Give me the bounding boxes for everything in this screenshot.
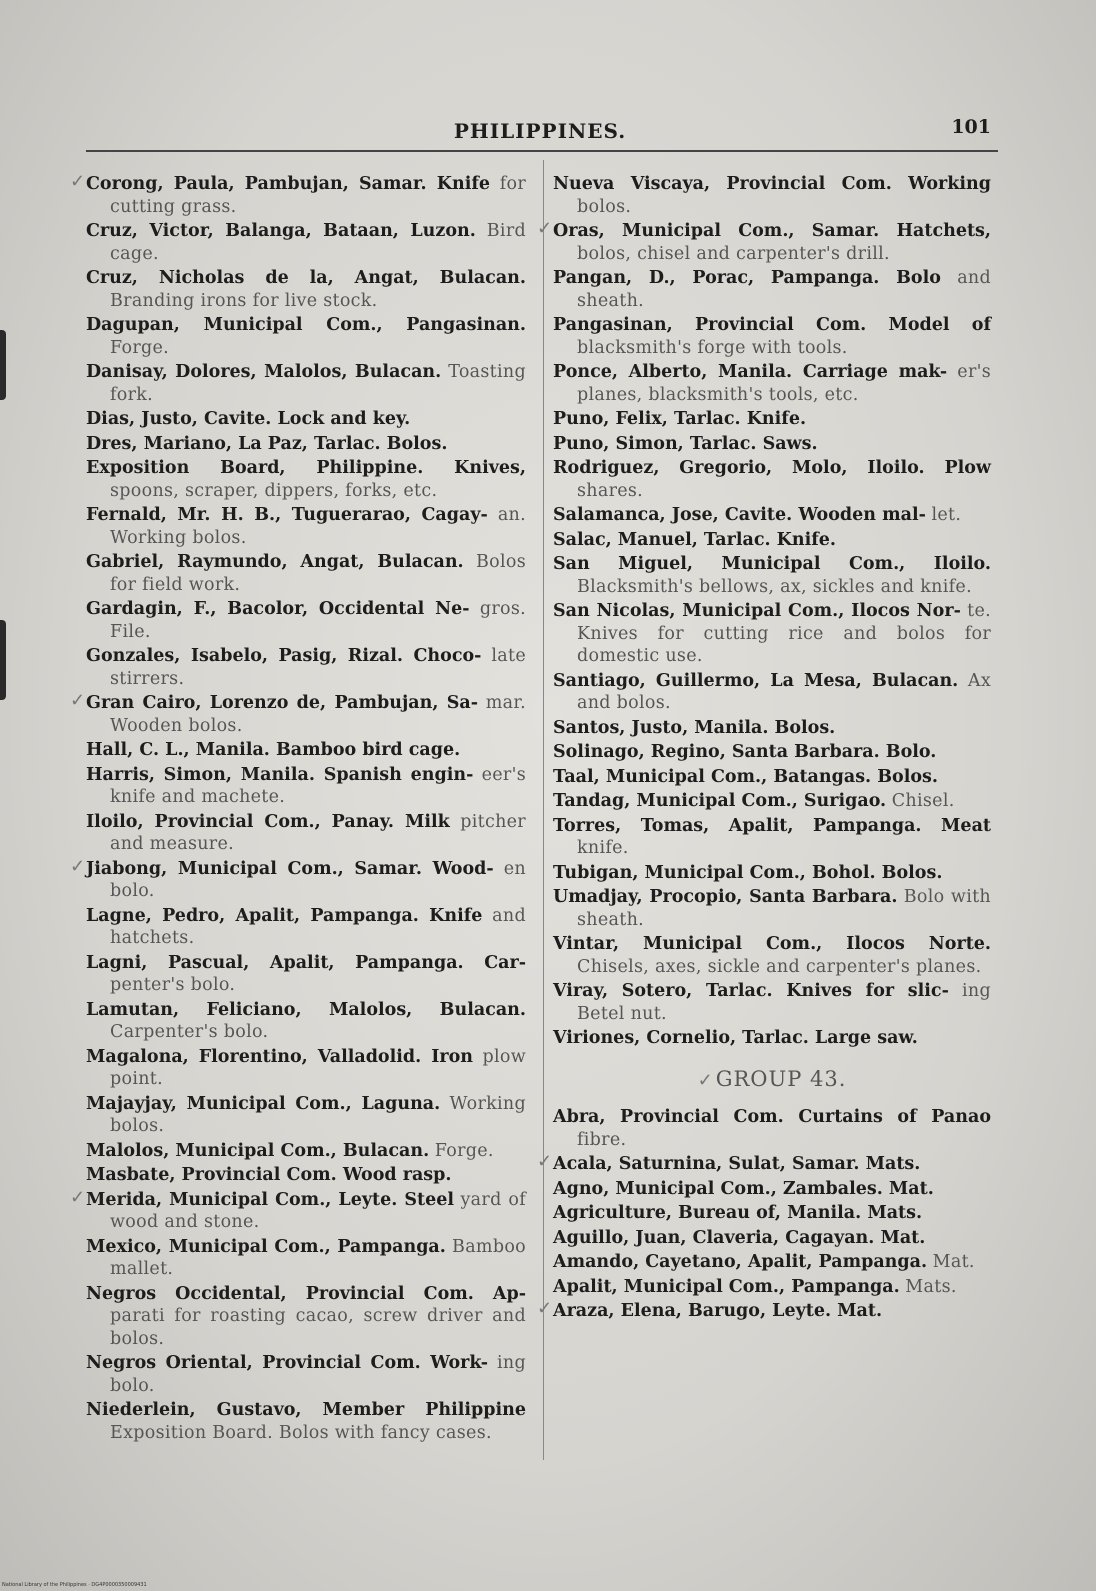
- list-item: [553, 1276, 991, 1299]
- list-item: [553, 1106, 991, 1151]
- list-item: [553, 457, 991, 502]
- entry-description: eer's knife and machete.: [110, 764, 526, 807]
- list-item: [537, 1151, 991, 1176]
- entry-exhibitor: Acala, Saturnina, Sulat, Samar. Mats.: [553, 1154, 921, 1174]
- entry-exhibitor: Cruz, Victor, Balanga, Bataan, Luzon.: [86, 221, 476, 241]
- list-item: [86, 551, 526, 596]
- entry-exhibitor: Viray, Sotero, Tarlac. Knives for slic-: [553, 981, 949, 1001]
- list-item: [537, 218, 991, 265]
- binding-shadow: [0, 620, 6, 700]
- list-item: [553, 408, 991, 431]
- entry-exhibitor: Malolos, Municipal Com., Bulacan.: [86, 1140, 430, 1161]
- entry-exhibitor: Solinago, Regino, Santa Barbara. Bolo.: [553, 742, 937, 762]
- list-item: [553, 1251, 991, 1274]
- entry-exhibitor: Harris, Simon, Manila. Spanish engin-: [86, 764, 474, 785]
- entry-exhibitor: Fernald, Mr. H. B., Tuguerarao, Cagay-: [86, 505, 488, 525]
- entry-exhibitor: Cruz, Nicholas de la, Angat, Bulacan.: [86, 268, 526, 288]
- list-item: [553, 670, 991, 715]
- entry-description: Bolo with sheath.: [577, 887, 991, 930]
- entry-description: penter's bolo.: [110, 975, 236, 995]
- entry-exhibitor: Rodriguez, Gregorio, Molo, Iloilo. Plow: [553, 458, 991, 478]
- list-item: [553, 1027, 991, 1050]
- entry-exhibitor: Tubigan, Municipal Com., Bohol. Bolos.: [553, 862, 943, 883]
- entry-exhibitor: Hall, C. L., Manila. Bamboo bird cage.: [86, 740, 461, 760]
- entry-exhibitor: Negros Occidental, Provincial Com. Ap-: [86, 1283, 526, 1304]
- entry-exhibitor: Salac, Manuel, Tarlac. Knife.: [553, 529, 836, 550]
- entry-description: late stirrers.: [110, 646, 526, 689]
- entry-exhibitor: Lagne, Pedro, Apalit, Pampanga. Knife: [86, 905, 483, 926]
- entry-exhibitor: Agno, Municipal Com., Zambales. Mat.: [553, 1178, 934, 1199]
- checkmark-icon: ✓: [70, 171, 86, 192]
- list-item: [86, 314, 526, 359]
- entry-exhibitor: Puno, Simon, Tarlac. Saws.: [553, 433, 818, 454]
- list-item: [86, 1236, 526, 1281]
- list-item: [86, 433, 526, 456]
- header-rule: [86, 150, 998, 152]
- entry-description: and sheath.: [577, 268, 991, 311]
- entry-description: plow point.: [110, 1046, 526, 1089]
- checkmark-icon: ✓: [70, 1186, 86, 1208]
- entry-exhibitor: Tandag, Municipal Com., Surigao.: [553, 791, 887, 811]
- list-item: [86, 408, 526, 431]
- checkmark-icon: ✓: [70, 690, 86, 711]
- entry-exhibitor: Corong, Paula, Pambujan, Samar. Knife: [86, 174, 491, 194]
- checkmark-icon: ✓: [537, 218, 553, 239]
- group-heading-text: GROUP 43.: [715, 1066, 847, 1091]
- list-item: [86, 1140, 526, 1163]
- list-item: [553, 862, 991, 885]
- list-item: [553, 433, 991, 456]
- entry-exhibitor: Lamutan, Feliciano, Malolos, Bulacan.: [86, 999, 526, 1020]
- list-item: [86, 1283, 526, 1351]
- list-item: [70, 1186, 526, 1234]
- entry-description: let.: [931, 505, 962, 525]
- entry-description: er's planes, blacksmith's tools, etc.: [577, 362, 991, 405]
- list-item: [553, 314, 991, 359]
- entry-description: Working bolos.: [110, 1093, 526, 1136]
- list-item: [553, 766, 991, 789]
- list-item: [86, 504, 526, 549]
- entry-description: pitcher and measure.: [110, 811, 526, 854]
- column-divider: [543, 160, 544, 1460]
- left-column: [70, 171, 526, 1446]
- list-item: [70, 690, 526, 737]
- list-item: [86, 1352, 526, 1397]
- list-item: [86, 1399, 526, 1444]
- list-item: [553, 267, 991, 312]
- entry-exhibitor: Salamanca, Jose, Cavite. Wooden mal-: [553, 505, 926, 525]
- list-item: [553, 886, 991, 931]
- right-column: [537, 173, 991, 1325]
- list-item: [86, 905, 526, 950]
- entry-description: ing bolo.: [110, 1353, 526, 1396]
- entry-description: blacksmith's forge with tools.: [577, 337, 848, 358]
- entry-exhibitor: Gran Cairo, Lorenzo de, Pambujan, Sa-: [86, 693, 478, 713]
- entry-description: knife.: [577, 838, 629, 858]
- entry-description: yard of wood and stone.: [110, 1189, 526, 1232]
- entry-exhibitor: San Nicolas, Municipal Com., Ilocos Nor-: [553, 601, 961, 621]
- entry-exhibitor: Dias, Justo, Cavite. Lock and key.: [86, 409, 411, 429]
- list-item: [86, 645, 526, 690]
- entry-exhibitor: Gardagin, F., Bacolor, Occidental Ne-: [86, 599, 470, 619]
- entry-exhibitor: Dagupan, Municipal Com., Pangasinan.: [86, 315, 526, 335]
- entry-exhibitor: Apalit, Municipal Com., Pampanga.: [553, 1276, 900, 1297]
- entry-description: Bolos for field work.: [110, 552, 526, 595]
- checkmark-icon: ✓: [697, 1069, 714, 1091]
- entry-exhibitor: Abra, Provincial Com. Curtains of Panao: [553, 1107, 991, 1127]
- entry-exhibitor: Gonzales, Isabelo, Pasig, Rizal. Choco-: [86, 646, 482, 666]
- entry-exhibitor: Viriones, Cornelio, Tarlac. Large saw.: [553, 1028, 918, 1048]
- entry-description: shares.: [577, 480, 644, 501]
- entry-description: and hatchets.: [110, 905, 526, 948]
- entry-description: mar. Wooden bolos.: [110, 693, 526, 736]
- checkmark-icon: ✓: [537, 1298, 553, 1319]
- list-item: [553, 815, 991, 860]
- entry-exhibitor: Pangan, D., Porac, Pampanga. Bolo: [553, 268, 941, 288]
- entry-description: an. Working bolos.: [110, 505, 526, 548]
- entry-exhibitor: Iloilo, Provincial Com., Panay. Milk: [86, 811, 450, 832]
- group-entries: [537, 1106, 991, 1323]
- entry-exhibitor: Dres, Mariano, La Paz, Tarlac. Bolos.: [86, 433, 448, 454]
- group-heading: [553, 1068, 991, 1093]
- entry-description: Carpenter's bolo.: [110, 1022, 269, 1042]
- list-item: [553, 933, 991, 978]
- list-item: [86, 999, 526, 1044]
- entry-exhibitor: Pangasinan, Provincial Com. Model of: [553, 315, 991, 335]
- entry-exhibitor: Danisay, Dolores, Malolos, Bulacan.: [86, 362, 442, 382]
- entry-exhibitor: Negros Oriental, Provincial Com. Work-: [86, 1353, 489, 1373]
- entry-description: Forge.: [110, 337, 170, 358]
- entry-exhibitor: Santiago, Guillermo, La Mesa, Bulacan.: [553, 670, 959, 691]
- right-column-entries: [537, 173, 991, 1050]
- entry-exhibitor: Puno, Felix, Tarlac. Knife.: [553, 409, 807, 429]
- entry-exhibitor: Nueva Viscaya, Provincial Com. Working: [553, 174, 991, 194]
- entry-description: Bird cage.: [110, 221, 526, 264]
- entry-description: en bolo.: [110, 858, 526, 901]
- list-item: [86, 220, 526, 265]
- entry-description: Mats.: [905, 1276, 957, 1297]
- entry-description: for cutting grass.: [110, 174, 526, 217]
- entry-exhibitor: Agriculture, Bureau of, Manila. Mats.: [553, 1203, 923, 1223]
- list-item: [553, 553, 991, 598]
- list-item: [553, 1178, 991, 1201]
- entry-description: Forge.: [434, 1140, 494, 1161]
- entry-exhibitor: Merida, Municipal Com., Leyte. Steel: [86, 1189, 454, 1210]
- entry-description: parati for roasting cacao, screw driver and bolos.: [110, 1306, 526, 1349]
- list-item: [70, 855, 526, 903]
- list-item: [86, 1093, 526, 1138]
- list-item: [553, 717, 991, 740]
- entry-exhibitor: Santos, Justo, Manila. Bolos.: [553, 717, 836, 738]
- entry-description: Toasting fork.: [110, 362, 526, 405]
- entry-exhibitor: Majayjay, Municipal Com., Laguna.: [86, 1093, 441, 1114]
- entry-exhibitor: Oras, Municipal Com., Samar. Hatchets,: [553, 221, 991, 241]
- page-number: 101: [951, 116, 991, 138]
- entry-exhibitor: Exposition Board, Philippine. Knives,: [86, 458, 526, 478]
- entry-exhibitor: Niederlein, Gustavo, Member Philippine: [86, 1400, 526, 1420]
- entry-exhibitor: Lagni, Pascual, Apalit, Pampanga. Car-: [86, 952, 526, 973]
- entry-description: Ax and bolos.: [577, 670, 991, 713]
- list-item: [553, 361, 991, 406]
- entry-exhibitor: Masbate, Provincial Com. Wood rasp.: [86, 1165, 452, 1185]
- entry-description: Mat.: [932, 1252, 975, 1272]
- entry-description: Chisel.: [891, 791, 955, 811]
- page-title: PHILIPPINES.: [453, 119, 627, 143]
- entry-description: fibre.: [577, 1129, 627, 1150]
- list-item: [86, 811, 526, 856]
- list-item: [553, 1202, 991, 1225]
- list-item: [86, 739, 526, 762]
- list-item: [537, 1298, 991, 1323]
- entry-description: spoons, scraper, dippers, forks, etc.: [110, 480, 438, 501]
- list-item: [86, 457, 526, 502]
- list-item: [553, 504, 991, 527]
- entry-exhibitor: Jiabong, Municipal Com., Samar. Wood-: [86, 858, 494, 879]
- list-item: [86, 598, 526, 643]
- list-item: [553, 600, 991, 668]
- entry-exhibitor: Mexico, Municipal Com., Pampanga.: [86, 1236, 446, 1257]
- list-item: [553, 173, 991, 218]
- list-item: [553, 529, 991, 552]
- list-item: [553, 1227, 991, 1250]
- list-item: [86, 361, 526, 406]
- entry-exhibitor: Aguillo, Juan, Claveria, Cagayan. Mat.: [553, 1227, 926, 1248]
- list-item: [70, 171, 526, 218]
- entry-description: ing Betel nut.: [577, 981, 991, 1024]
- list-item: [553, 790, 991, 813]
- entry-description: Branding irons for live stock.: [110, 290, 378, 311]
- entry-description: bolos.: [577, 196, 632, 217]
- entry-description: Chisels, axes, sickle and carpenter's planes.: [577, 956, 982, 977]
- entry-exhibitor: Araza, Elena, Barugo, Leyte. Mat.: [553, 1301, 883, 1321]
- entry-exhibitor: Magalona, Florentino, Valladolid. Iron: [86, 1046, 474, 1067]
- list-item: [86, 267, 526, 312]
- list-item: [86, 764, 526, 809]
- list-item: [553, 741, 991, 764]
- entry-exhibitor: Torres, Tomas, Apalit, Pampanga. Meat: [553, 815, 991, 836]
- entry-description: gros. File.: [110, 599, 526, 642]
- entry-exhibitor: Ponce, Alberto, Manila. Carriage mak-: [553, 362, 948, 382]
- list-item: [86, 952, 526, 997]
- binding-shadow: [0, 330, 6, 400]
- footer-credit: National Library of the Philippines · DG4P0000350009431: [2, 1582, 147, 1588]
- entry-exhibitor: Umadjay, Procopio, Santa Barbara.: [553, 887, 898, 907]
- list-item: [86, 1046, 526, 1091]
- entry-description: te. Knives for cutting rice and bolos for domestic use.: [577, 601, 991, 666]
- entry-description: Bamboo mallet.: [110, 1236, 526, 1279]
- list-item: [86, 1164, 526, 1187]
- list-item: [553, 980, 991, 1025]
- entry-exhibitor: Gabriel, Raymundo, Angat, Bulacan.: [86, 552, 464, 572]
- checkmark-icon: ✓: [537, 1151, 553, 1172]
- checkmark-icon: ✓: [70, 855, 86, 877]
- entry-exhibitor: Vintar, Municipal Com., Ilocos Norte.: [553, 934, 991, 954]
- entry-exhibitor: Amando, Cayetano, Apalit, Pampanga.: [553, 1252, 928, 1272]
- entry-description: Blacksmith's bellows, ax, sickles and knife.: [577, 576, 972, 597]
- entry-exhibitor: San Miguel, Municipal Com., Iloilo.: [553, 554, 991, 574]
- entry-description: bolos, chisel and carpenter's drill.: [577, 243, 890, 264]
- entry-exhibitor: Taal, Municipal Com., Batangas. Bolos.: [553, 766, 938, 787]
- entry-description: Exposition Board. Bolos with fancy cases.: [110, 1422, 492, 1443]
